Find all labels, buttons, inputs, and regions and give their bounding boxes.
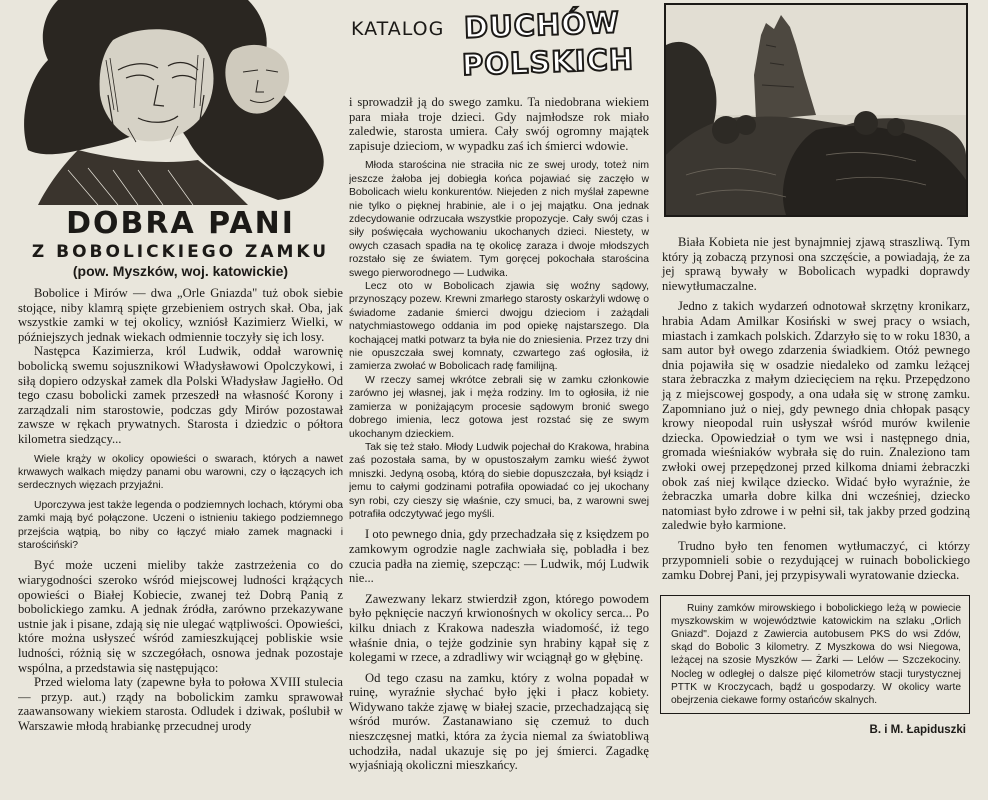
small-paragraph: Wiele krąży w okolicy opowieści o swarach, których a nawet krwawych walkach między panami obu warowni, czy o łączących ich serdecznych więzach przyjaźni.	[18, 453, 343, 492]
paragraph: Trudno było ten fenomen wytłumaczyć, ci którzy przypomnieli sobie o rezydującej w ruinach bobolickiego zamku Dobrej Pani, jej przypisywali wyratowanie dziecka.	[662, 538, 970, 583]
small-paragraph: Uporczywa jest także legenda o podziemnych lochach, którymi oba zamki mają być połączone. Uczeni o istnieniu takiego podziemnego przejścia wątpią, bo niby co łączyć miało zamek magnacki i starościński?	[18, 499, 343, 551]
article-heading	[18, 207, 343, 280]
travel-info-text: Ruiny zamków mirowskiego i bobolickiego leżą w powiecie myszkowskim w województwie katowickim na szlaku „Orlich Gniazd". Dojazd z Zawiercia autobusem PKS do wsi Zdów, skąd do Bobolic 3 kilometry. Z Myszkowa do wsi Niegowa, leżącej na szosie Myszków — Żarki — Lelów — Szczekociny. Nocleg w odległej o dalsze pięć kilometrów stacji turystycznej PTTK w Kroczycach, bądź u gospodarzy. W okolicy warte obejrzenia ciekawe formy ostańców skalnych.	[671, 602, 961, 707]
series-label-katalog: KATALOG	[351, 18, 445, 40]
paragraph: Przed wieloma laty (zapewne była to połowa XVIII stulecia — przyp. aut.) rządy na bobolickim zamku sprawował zaawansowany wiekiem starosta. Odludek i dziwak, poślubił w Warszawie młodą hrabiankę przecudnej urody	[18, 675, 343, 733]
column-right	[658, 0, 970, 800]
paragraph: Jedno z takich wydarzeń odnotował skrzętny kronikarz, hrabia Adam Amilkar Kosiński w swej pracy o wsiach, miastach i zamkach polskich. Zdarzyło się to w roku 1830, a sam autor był owego zdarzenia świadkiem. Otóż pewnego dnia pojawiła się w osadzie niedaleko od zamku leżącej stara żebraczka z małym dziecięciem na ręku. Przepędzono ją z miejscowej gospody, a ona udała się w stronę zamku. Zapomniano już o niej, gdy pewnego dnia chłopak pasący krowy nieopodal ruin usłyszał wśród murów kwilenie dziecka. Opowiedział o tym we wsi i następnego dnia, gromada wieśniaków wybrała się do ruin. Znaleziono tam zwłoki owej przepędzonej przed kilkoma dniami żebraczki obok zaś niej kwilące dziecko. Widać było wyraźnie, że żebraczka umarła dobre kilka dni wcześniej, dziecko natomiast było zdrowe i w pełni sił, tak jakby przed godziną zaledwie było karmione.	[662, 299, 970, 533]
article-location: (pow. Myszków, woj. katowickie)	[72, 263, 289, 279]
small-paragraph: W rzeczy samej wkrótce zebrali się w zamku członkowie zarówno jej własnej, jak i męża rodziny. Im to ogłosiła, iż nie zamierza w poniżającym procesie sądowym bronić swego dobrego imienia, lecz gotowa jest rozstać się ze swym ukochanym dzieckiem.	[349, 374, 649, 440]
series-label-polskich: POLSKICH	[461, 42, 635, 82]
paragraph: i sprowadził ją do swego zamku. Ta niedobrana wiekiem para miała troje dzieci. Gdy najmłodsze rok miało zaledwie, starosta umiera. Cały swój ogromny majątek zapisuje dzieciom, w wypadku zaś ich śmierci wdowie.	[349, 95, 649, 153]
castle-ruins-image	[666, 5, 966, 215]
travel-info-box	[660, 595, 970, 715]
article-subtitle: Z BOBOLICKIEGO ZAMKU	[31, 242, 330, 262]
paragraph: Bobolice i Mirów — dwa „Orle Gniazda" tuż obok siebie stojące, niby klamrą spięte grzebieniem ostrych skał. Oba, jak wszystkie zamki w tej okolicy, wzniósł Kazimierz Wielki, w późniejszych jednak wiekach odmiennie toczyły się ich losy.	[18, 286, 343, 344]
series-label-duchow: DUCHÓW	[463, 5, 621, 45]
small-paragraph: Młoda starościna nie straciła nic ze swej urody, toteż nim jeszcze żałoba jej dobiegła końca pojawiać się zaczęło w Bobolicach wielu konkurentów. Niejeden z nich myślał zapewne nie tylko o pięknej hrabinie, ale i o jej majątku. Ona jednak zdecydowanie odrzucała wszystkie propozycje. Cały swój czas i siły poświęcała wychowaniu ukochanych dzieci. Niestety, w owych czasach spadła na tę okolicę zaraza i dwoje młodszych rozstało się ze światem. Tym goręcej pokochała starościna swego pierworodnego — Ludwika.	[349, 160, 649, 279]
paragraph: Zawezwany lekarz stwierdził zgon, którego powodem było pęknięcie naczyń krwionośnych w okolicy serca... Po kilku dniach z Krakowa nadeszła wiadomość, iż tego właśnie dnia, o tejże godzinie syn hrabiny kąpał się z kolegami w rzece, a zdradliwy wir wciągnął go w głębinę.	[349, 591, 649, 665]
woman-portrait-drawing	[18, 0, 338, 205]
paragraph: Następca Kazimierza, król Ludwik, oddał warownię bobolicką swemu sojusznikowi Władysławowi Opolczykowi, i siłą dopiero odzyskał zamek dla Polski Władysław Jagiełło. Od tego czasu bobolicki zamek przeszedł na własność Korony i zarządzali nim starostowie, podczas gdy Mirów pozostawał zawsze w rękach prywatnych. Starosta i dziedzic o półtora kilometra siedzący...	[18, 344, 343, 446]
author-byline: B. i M. Łapiduszki	[869, 724, 966, 737]
paragraph: Od tego czasu na zamku, który z wolna popadał w ruinę, wyraźnie słychać było jęki i płacz kobiety. Widywano także zjawę w białej szacie, przechadzającą się wśród murów. Zastanawiano się czemuż to duch nieszczęsnej matki, która za życia niemal za światobliwą uchodziła, nadal ukazuje się po jej śmierci. Zagadkę wyjaśniają okoliczni mieszkańcy.	[349, 670, 649, 773]
column-middle	[349, 0, 649, 800]
small-paragraph: Tak się też stało. Młody Ludwik pojechał do Krakowa, hrabina zaś pozostała sama, by w opustoszałym zamku wieść żywot mniszki. Jedyną osobą, którą do siebie dopuszczała, był ksiądz i jemu to całymi godzinami potrafiła opowiadać co jej ukochany syn robi, czy cieszy się właśnie, czy smuci, ba, z warowni swej potrafiła odczytywać jego myśli.	[349, 441, 649, 520]
paragraph: Biała Kobieta nie jest bynajmniej zjawą straszliwą. Tym który ją zobaczą przynosi ona szczęście, a powiadają, że za jej sprawą bywały w Bobolicach wypadki doprawdy niewytłumaczalne.	[662, 235, 970, 293]
paragraph: Być może uczeni mieliby także zastrzeżenia co do wiarygodności szeroko wśród miejscowej ludności krążących opowieści o Białej Kobiecie, zwanej też Dobrą Panią z bobolickiego zamku. A jednak źródła, zarówno przekazywane ustnie jak i pisane, zdają się nie ulegać wątpliwości. Opowieści, które można usłyszeć wśród zamieszkującej pobliskie wsie ludności, różnią się w szczegółach, osnowa jednak pozostaje wspólna, a przedstawia się następująco:	[18, 558, 343, 675]
article-title: DOBRA PANI	[66, 206, 295, 241]
small-paragraph: Lecz oto w Bobolicach zjawia się woźny sądowy, przynoszący pozew. Krewni zmarłego starosty oskarżyli wdowę o świadome zadanie śmierci dwojgu dzieciom i zażądali natychmiastowego oddania im pod opiekę najstarszego. Dla kochającej matki potwarz ta była nie do zniesienia. Przez trzy dni nie opuszczała swej komnaty, czwartego zaś ogłosiła, iż zamierza zwołać w Bobolicach radę familijną.	[349, 281, 649, 373]
woman-illustration	[18, 0, 338, 205]
paragraph: I oto pewnego dnia, gdy przechadzała się z księdzem po zamkowym ogrodzie nagle zachwiała się, pobladła i bez czucia padła na ziemię, szepcząc: — Ludwik, mój Ludwik nie...	[349, 527, 649, 586]
column-left	[18, 0, 343, 800]
series-header	[349, 0, 649, 95]
castle-ruins-photo	[664, 3, 968, 217]
